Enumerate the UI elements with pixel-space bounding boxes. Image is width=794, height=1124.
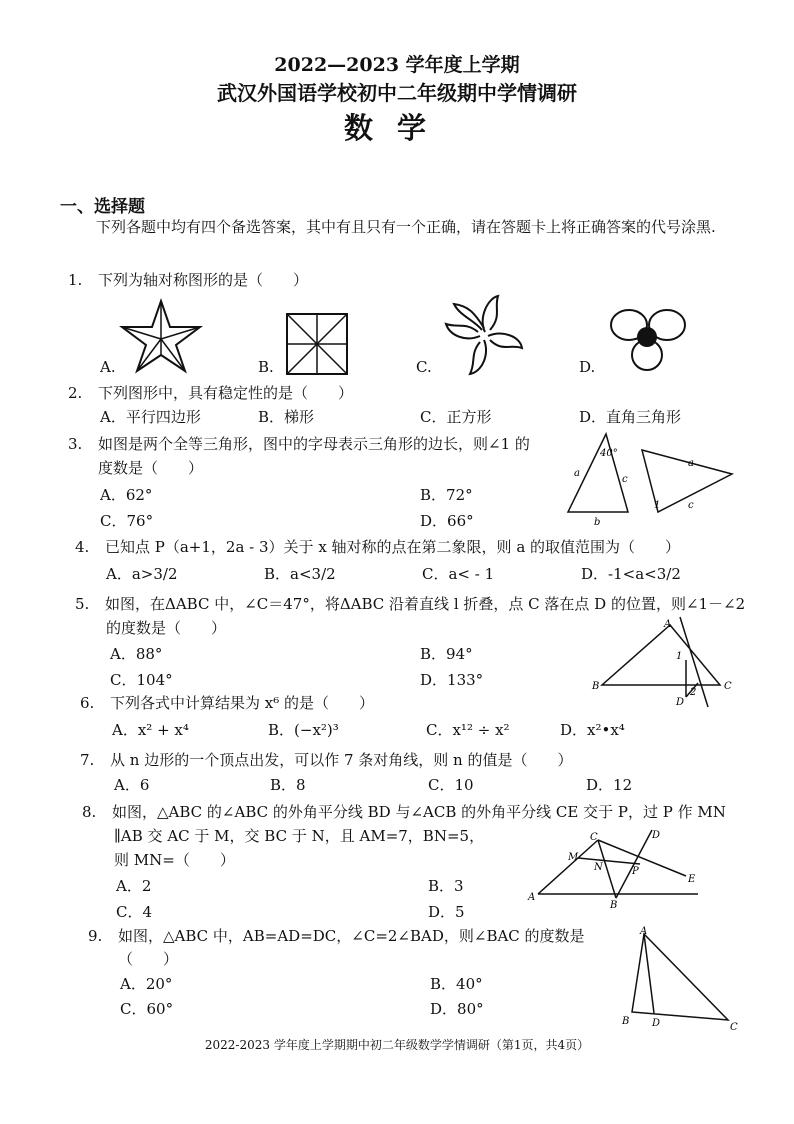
q8-bisector-figure [528,826,708,911]
q9-stem-cont: （ ） [118,950,179,968]
q8-option-b: B．3 [428,877,464,895]
q9-option-a: A．20° [120,975,173,993]
q8-label-p: P [632,866,639,877]
q8-label-a: A [528,892,536,903]
q3-option-d: D．66° [420,512,474,530]
q3-side-a2: a [688,458,694,469]
q5-label-c: C [724,681,732,692]
q3-angle-1: 1 [654,500,661,511]
q5-option-b: B．94° [420,645,473,663]
q4-option-b: B．a<3/2 [264,565,336,583]
q3-option-b: B．72° [420,486,473,504]
q9-option-b: B．40° [430,975,483,993]
q3-option-a: A．62° [100,486,153,504]
q9-label-b: B [622,1016,630,1027]
section-title: 一、选择题 [60,197,145,217]
question-3: 3. 如图是两个全等三角形，图中的字母表示三角形的边长，则∠1 的 [68,435,530,453]
q8-option-d: D．5 [428,903,465,921]
q8-stem-cont2: 则 MN=（ ） [114,851,235,869]
q3-side-b: b [594,517,601,528]
subject-title: 数学 [343,111,450,145]
q3-side-a: a [574,468,580,479]
header-line1: 2022—2023 学年度上学期 [274,54,520,76]
q5-angle-1: 1 [676,651,683,662]
q5-angle-2: 2 [690,687,697,698]
q8-label-b: B [610,900,618,911]
q8-label-e: E [688,874,696,885]
q9-label-d: D [652,1018,661,1029]
q3-angle-label: 40° [600,448,618,459]
q9-triangle-figure [618,928,748,1033]
q2-option-b: B．梯形 [258,408,315,426]
q8-option-c: C．4 [116,903,153,921]
q8-stem-cont: ∥AB 交 AC 于 M，交 BC 于 N，且 AM=7，BN=5， [114,827,485,845]
q3-triangles-figure [562,430,737,530]
q7-option-d: D．12 [586,776,633,794]
question-5: 5. 如图，在ΔABC 中，∠C＝47°，将ΔABC 沿着直线 l 折叠，点 C 落在点 D 的位置，则∠1－∠2 [75,595,746,613]
q3-side-c2: c [688,500,694,511]
page-footer: 2022-2023 学年度上学期期中初二年级数学学情调研（第1页，共4页） [204,1038,590,1052]
q9-label-c: C [730,1022,738,1033]
q5-option-d: D．133° [420,671,484,689]
q5-label-d: D [676,697,685,708]
star-figure [118,297,208,377]
q4-option-a: A．a>3/2 [106,565,178,583]
q8-label-n: N [594,862,603,873]
q1-option-a: A. [100,358,116,376]
q1-option-d: D. [579,358,596,376]
section-instructions: 下列各题中均有四个备选答案，其中有且只有一个正确，请在答题卡上将正确答案的代号涂黑. [96,218,716,236]
q5-label-b: B [592,681,600,692]
question-9: 9. 如图，△ABC 中，AB=AD=DC，∠C=2∠BAD，则∠BAC 的度数是 [88,927,585,945]
q1-option-b: B. [258,358,274,376]
q9-option-d: D．80° [430,1000,484,1018]
q8-label-c: C [590,832,598,843]
q5-option-a: A．88° [110,645,163,663]
q9-label-a: A [640,926,648,937]
question-1: 1. 下列为轴对称图形的是（ ） [68,271,309,289]
q2-option-c: C．正方形 [420,408,492,426]
question-7: 7. 从 n 边形的一个顶点出发，可以作 7 条对角线，则 n 的值是（ ） [80,751,573,769]
q2-option-d: D．直角三角形 [579,408,682,426]
q3-side-c: c [622,474,628,485]
q6-option-d: D．x²•x⁴ [560,721,625,739]
question-8: 8. 如图，△ABC 的∠ABC 的外角平分线 BD 与∠ACB 的外角平分线 CE 交于 P，过 P 作 MN [82,803,726,821]
q8-label-m: M [568,852,579,863]
q6-option-b: B．(−x²)³ [268,721,339,739]
q4-option-d: D．-1<a<3/2 [581,565,681,583]
q6-option-a: A．x² + x⁴ [112,721,189,739]
question-6: 6. 下列各式中计算结果为 x⁶ 的是（ ） [80,694,375,712]
q1-option-c: C. [416,358,432,376]
header-school: 武汉外国语学校初中二年级期中学情调研 [217,81,577,105]
q5-folding-figure [590,615,740,710]
q9-option-c: C．60° [120,1000,174,1018]
q3-option-c: C．76° [100,512,154,530]
q6-option-c: C．x¹² ÷ x² [426,721,510,739]
q7-option-b: B．8 [270,776,306,794]
q8-option-a: A．2 [116,877,152,895]
q5-stem-cont: 的度数是（ ） [106,619,227,637]
pinwheel-figure [283,310,353,380]
q5-option-c: C．104° [110,671,173,689]
question-2: 2. 下列图形中，具有稳定性的是（ ） [68,384,354,402]
flower-figure [440,290,530,380]
q3-stem-cont: 度数是（ ） [98,459,204,477]
q5-label-a: A [664,619,672,630]
q2-option-a: A．平行四边形 [100,408,201,426]
question-4: 4. 已知点 P（a+1，2a - 3）关于 x 轴对称的点在第二象限，则 a 的取值范围为（ ） [75,538,681,556]
propeller-figure [605,305,690,375]
q7-option-c: C．10 [428,776,474,794]
q7-option-a: A．6 [114,776,150,794]
q8-label-d: D [652,830,661,841]
q4-option-c: C．a< - 1 [422,565,495,583]
